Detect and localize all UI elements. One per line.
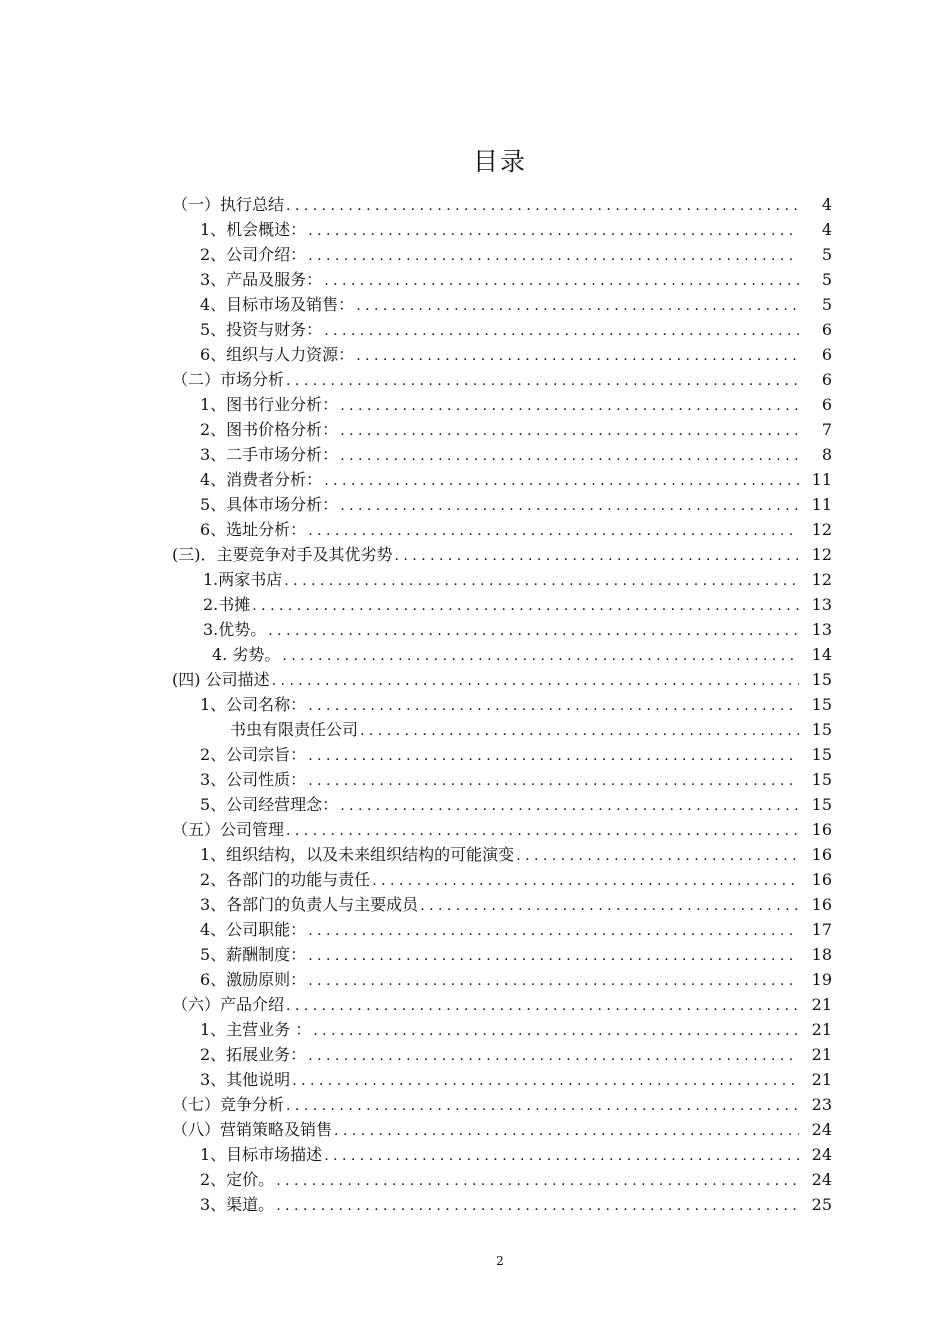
toc-entry-label: 2、拓展业务： xyxy=(200,1045,307,1064)
toc-entry-page: 15 xyxy=(811,670,832,689)
toc-entry-page: 19 xyxy=(811,970,832,989)
toc-leader-dots xyxy=(340,794,799,819)
toc-entry-page: 12 xyxy=(811,545,832,564)
toc-entry[interactable] xyxy=(0,1042,950,1067)
toc-leader-dots xyxy=(334,1119,799,1144)
toc-entry[interactable] xyxy=(0,242,950,267)
toc-leader-dots xyxy=(324,269,799,294)
toc-entry-label: （二）市场分析 xyxy=(172,370,285,389)
toc-entry-label: 1、目标市场描述 xyxy=(200,1145,323,1164)
toc-entry-label: 1、主营业务 ： xyxy=(200,1020,312,1039)
toc-entry-label: 4. 劣势。 xyxy=(212,645,281,664)
toc-entry-page: 17 xyxy=(811,920,832,939)
toc-entry-label: 3、渠道。 xyxy=(200,1195,275,1214)
toc-entry-page: 24 xyxy=(811,1170,832,1189)
toc-entry-label: 3、各部门的负责人与主要成员 xyxy=(200,895,419,914)
toc-entry[interactable] xyxy=(0,617,950,642)
toc-entry-page: 5 xyxy=(821,245,832,264)
toc-entry-label: 4、公司职能： xyxy=(200,920,307,939)
toc-entry[interactable] xyxy=(0,1067,950,1092)
toc-entry-page: 13 xyxy=(811,595,832,614)
toc-entry[interactable] xyxy=(0,767,950,792)
toc-entry-page: 6 xyxy=(821,370,832,389)
toc-leader-dots xyxy=(308,944,799,969)
toc-entry-page: 24 xyxy=(811,1120,832,1139)
toc-entry-page: 18 xyxy=(811,945,832,964)
toc-leader-dots xyxy=(276,1194,799,1219)
toc-leader-dots xyxy=(308,219,799,244)
toc-entry[interactable] xyxy=(0,817,950,842)
toc-entry[interactable] xyxy=(0,392,950,417)
toc-entry[interactable] xyxy=(0,417,950,442)
toc-entry-label: 1、公司名称： xyxy=(200,695,307,714)
toc-entry[interactable] xyxy=(0,217,950,242)
toc-entry-label: 1、图书行业分析： xyxy=(200,395,339,414)
toc-entry-label: 1、组织结构，以及未来组织结构的可能演变 xyxy=(200,845,515,864)
toc-leader-dots xyxy=(356,344,799,369)
toc-entry[interactable] xyxy=(0,742,950,767)
toc-entry[interactable] xyxy=(0,542,950,567)
table-of-contents xyxy=(0,192,950,1217)
toc-leader-dots xyxy=(286,994,799,1019)
toc-leader-dots xyxy=(395,544,800,569)
toc-entry-page: 15 xyxy=(811,695,832,714)
toc-leader-dots xyxy=(286,194,799,219)
toc-entry-label: 1、机会概述： xyxy=(200,220,307,239)
toc-leader-dots xyxy=(340,444,799,469)
toc-entry-page: 11 xyxy=(811,495,832,514)
toc-entry-page: 13 xyxy=(811,620,832,639)
toc-entry[interactable] xyxy=(0,1117,950,1142)
toc-entry-page: 4 xyxy=(821,220,832,239)
toc-entry-page: 5 xyxy=(821,270,832,289)
toc-entry[interactable] xyxy=(0,267,950,292)
toc-entry-label: 6、组织与人力资源： xyxy=(200,345,355,364)
toc-leader-dots xyxy=(308,744,799,769)
toc-leader-dots xyxy=(272,669,799,694)
toc-leader-dots xyxy=(360,719,799,744)
toc-entry-label: 2.书摊 xyxy=(203,595,251,614)
toc-entry-label: 6、激励原则： xyxy=(200,970,307,989)
toc-leader-dots xyxy=(308,694,799,719)
toc-entry-page: 25 xyxy=(811,1195,832,1214)
toc-entry[interactable] xyxy=(0,292,950,317)
toc-entry-label: （八）营销策略及销售 xyxy=(172,1120,333,1139)
toc-leader-dots xyxy=(324,469,799,494)
toc-entry-label: 3、公司性质： xyxy=(200,770,307,789)
toc-entry[interactable] xyxy=(0,342,950,367)
toc-entry-label: 书虫有限责任公司 xyxy=(230,720,359,739)
toc-entry[interactable] xyxy=(0,967,950,992)
toc-entry[interactable] xyxy=(0,992,950,1017)
toc-leader-dots xyxy=(313,1019,799,1044)
toc-entry-page: 16 xyxy=(811,870,832,889)
toc-entry-label: （一）执行总结 xyxy=(172,195,285,214)
toc-leader-dots xyxy=(340,394,799,419)
toc-entry[interactable] xyxy=(0,1092,950,1117)
toc-entry-label: 2、定价。 xyxy=(200,1170,275,1189)
toc-entry-page: 8 xyxy=(821,445,832,464)
toc-entry[interactable] xyxy=(0,467,950,492)
toc-entry[interactable] xyxy=(0,717,950,742)
toc-entry-page: 6 xyxy=(821,320,832,339)
toc-entry-page: 12 xyxy=(811,570,832,589)
toc-entry-page: 15 xyxy=(811,745,832,764)
toc-leader-dots xyxy=(308,519,799,544)
toc-entry-page: 15 xyxy=(811,720,832,739)
toc-leader-dots xyxy=(372,869,799,894)
toc-leader-dots xyxy=(252,594,799,619)
toc-entry-label: 2、公司宗旨： xyxy=(200,745,307,764)
toc-entry-label: (三)．主要竞争对手及其优劣势 xyxy=(172,545,393,564)
toc-entry[interactable] xyxy=(0,592,950,617)
toc-entry-page: 14 xyxy=(811,645,832,664)
toc-entry-label: (四) 公司描述 xyxy=(172,670,270,689)
toc-entry[interactable] xyxy=(0,917,950,942)
toc-leader-dots xyxy=(356,294,799,319)
toc-entry-page: 16 xyxy=(811,895,832,914)
toc-leader-dots xyxy=(340,419,799,444)
toc-leader-dots xyxy=(324,319,799,344)
toc-entry[interactable] xyxy=(0,192,950,217)
toc-entry[interactable] xyxy=(0,892,950,917)
toc-entry-page: 6 xyxy=(821,345,832,364)
toc-entry-label: 3.优势。 xyxy=(203,620,267,639)
toc-entry-page: 15 xyxy=(811,770,832,789)
toc-entry-page: 21 xyxy=(811,1020,832,1039)
toc-leader-dots xyxy=(308,969,799,994)
toc-entry[interactable] xyxy=(0,1167,950,1192)
toc-entry[interactable] xyxy=(0,642,950,667)
toc-entry-label: 6、选址分析： xyxy=(200,520,307,539)
toc-entry-page: 15 xyxy=(811,795,832,814)
toc-leader-dots xyxy=(282,644,799,669)
toc-leader-dots xyxy=(308,244,799,269)
toc-entry[interactable] xyxy=(0,867,950,892)
toc-entry-label: 5、公司经营理念： xyxy=(200,795,339,814)
toc-entry-page: 23 xyxy=(811,1095,832,1114)
toc-entry-label: 3、其他说明 xyxy=(200,1070,291,1089)
toc-leader-dots xyxy=(340,494,799,519)
page-title: 目录 xyxy=(472,147,527,176)
page-number: 2 xyxy=(496,1254,504,1268)
toc-entry-label: 5、薪酬制度： xyxy=(200,945,307,964)
toc-leader-dots xyxy=(308,769,799,794)
toc-entry-label: 3、产品及服务： xyxy=(200,270,323,289)
toc-leader-dots xyxy=(420,894,799,919)
toc-entry[interactable] xyxy=(0,317,950,342)
toc-entry[interactable] xyxy=(0,492,950,517)
toc-entry-page: 24 xyxy=(811,1145,832,1164)
toc-entry[interactable] xyxy=(0,442,950,467)
toc-entry-page: 16 xyxy=(811,845,832,864)
toc-entry-label: 5、具体市场分析： xyxy=(200,495,339,514)
toc-entry-label: 4、消费者分析： xyxy=(200,470,323,489)
toc-entry-page: 12 xyxy=(811,520,832,539)
toc-leader-dots xyxy=(284,569,799,594)
toc-entry[interactable] xyxy=(0,667,950,692)
toc-entry-label: 5、投资与财务： xyxy=(200,320,323,339)
toc-entry[interactable] xyxy=(0,517,950,542)
toc-entry[interactable] xyxy=(0,1017,950,1042)
toc-leader-dots xyxy=(324,1144,799,1169)
toc-entry-page: 5 xyxy=(821,295,832,314)
toc-entry[interactable] xyxy=(0,692,950,717)
toc-entry-page: 6 xyxy=(821,395,832,414)
toc-entry-label: 1.两家书店 xyxy=(203,570,283,589)
toc-leader-dots xyxy=(268,619,799,644)
toc-leader-dots xyxy=(292,1069,799,1094)
toc-entry-page: 21 xyxy=(811,1045,832,1064)
toc-leader-dots xyxy=(286,1094,799,1119)
toc-entry[interactable] xyxy=(0,567,950,592)
toc-leader-dots xyxy=(286,369,799,394)
toc-leader-dots xyxy=(516,844,799,869)
toc-entry-page: 11 xyxy=(811,470,832,489)
toc-entry-page: 21 xyxy=(811,1070,832,1089)
toc-entry-page: 21 xyxy=(811,995,832,1014)
toc-entry-label: （五）公司管理 xyxy=(172,820,285,839)
toc-entry[interactable] xyxy=(0,1192,950,1217)
toc-leader-dots xyxy=(286,819,799,844)
toc-entry[interactable] xyxy=(0,842,950,867)
toc-entry-label: （六）产品介绍 xyxy=(172,995,285,1014)
toc-entry-label: 2、图书价格分析： xyxy=(200,420,339,439)
toc-entry-page: 7 xyxy=(821,420,832,439)
toc-entry-label: 4、目标市场及销售： xyxy=(200,295,355,314)
toc-entry[interactable] xyxy=(0,792,950,817)
toc-leader-dots xyxy=(276,1169,799,1194)
toc-entry-label: （七）竞争分析 xyxy=(172,1095,285,1114)
toc-entry[interactable] xyxy=(0,1142,950,1167)
toc-entry-label: 2、公司介绍： xyxy=(200,245,307,264)
toc-entry-label: 2、各部门的功能与责任 xyxy=(200,870,371,889)
toc-entry-label: 3、二手市场分析： xyxy=(200,445,339,464)
toc-leader-dots xyxy=(308,1044,799,1069)
toc-leader-dots xyxy=(308,919,799,944)
toc-entry[interactable] xyxy=(0,942,950,967)
toc-entry-page: 4 xyxy=(821,195,832,214)
toc-entry-page: 16 xyxy=(811,820,832,839)
toc-entry[interactable] xyxy=(0,367,950,392)
